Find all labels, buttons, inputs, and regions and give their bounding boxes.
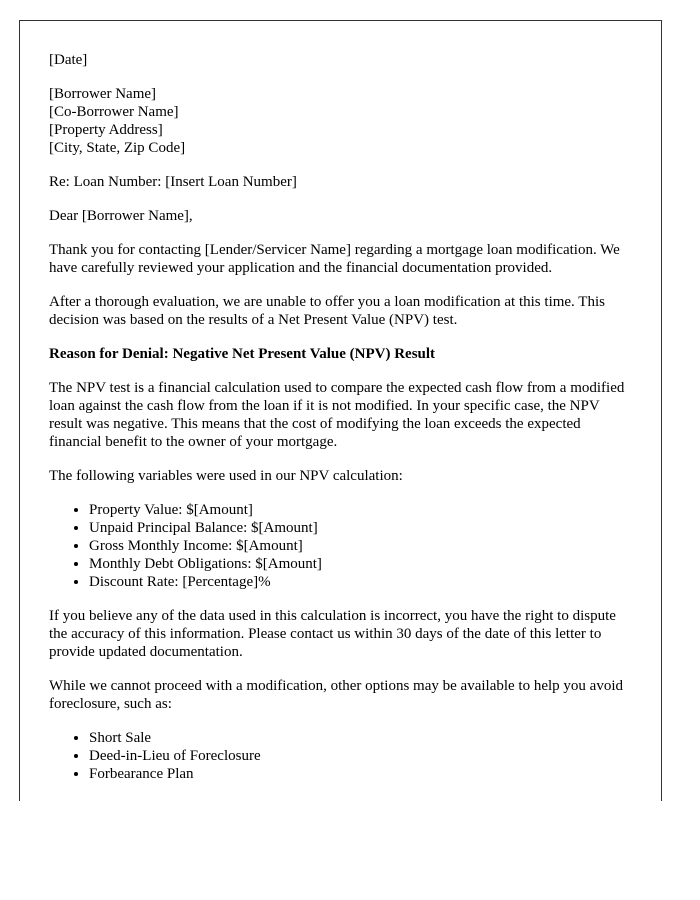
list-item: • Gross Monthly Income: $[Amount] — [89, 537, 632, 555]
variables-intro: The following variables were used in our NPV calculation: — [49, 468, 403, 484]
npv-explanation: The NPV test is a financial calculation used to compare the expected cash flow from a modified loan against the cash flow from the loan if it is not modified. In your specific case, the NPV result was negative. This means that the cost of modifying the loan exceeds the expected financial benefit to the owner of your mortgage. — [49, 380, 625, 450]
variables-list — [49, 501, 632, 591]
list-item: • Short Sale — [89, 729, 632, 747]
property-address: [Property Address] — [49, 122, 163, 138]
re-line: Re: Loan Number: [Insert Loan Number] — [49, 174, 297, 190]
recipient-address — [49, 85, 632, 157]
decision-paragraph: After a thorough evaluation, we are unable to offer you a loan modification at this time. This decision was based on the results of a Net Present Value (NPV) test. — [49, 294, 605, 328]
city-state-zip: [City, State, Zip Code] — [49, 140, 186, 156]
list-item: • Monthly Debt Obligations: $[Amount] — [89, 555, 632, 573]
denial-reason-heading: Reason for Denial: Negative Net Present Value (NPV) Result — [49, 346, 436, 362]
list-item: • Forbearance Plan — [89, 765, 632, 783]
co-borrower-name: [Co-Borrower Name] — [49, 104, 179, 120]
intro-paragraph: Thank you for contacting [Lender/Servicer Name] regarding a mortgage loan modification. We have carefully reviewed your application and the financial documentation provided. — [49, 242, 620, 276]
list-item: • Discount Rate: [Percentage]% — [89, 573, 632, 591]
dispute-paragraph: If you believe any of the data used in this calculation is incorrect, you have the right to dispute the accuracy of this information. Please contact us within 30 days of the date of this letter to provide updated documentation. — [49, 608, 616, 660]
options-list — [49, 729, 632, 783]
borrower-name: [Borrower Name] — [49, 86, 157, 102]
list-item: • Unpaid Principal Balance: $[Amount] — [89, 519, 632, 537]
salutation: Dear [Borrower Name], — [49, 208, 193, 224]
date: [Date] — [49, 52, 88, 68]
options-intro: While we cannot proceed with a modification, other options may be available to help you avoid foreclosure, such as: — [49, 678, 623, 712]
list-item: • Deed-in-Lieu of Foreclosure — [89, 747, 632, 765]
letter-page — [19, 20, 662, 801]
list-item: • Property Value: $[Amount] — [89, 501, 632, 519]
